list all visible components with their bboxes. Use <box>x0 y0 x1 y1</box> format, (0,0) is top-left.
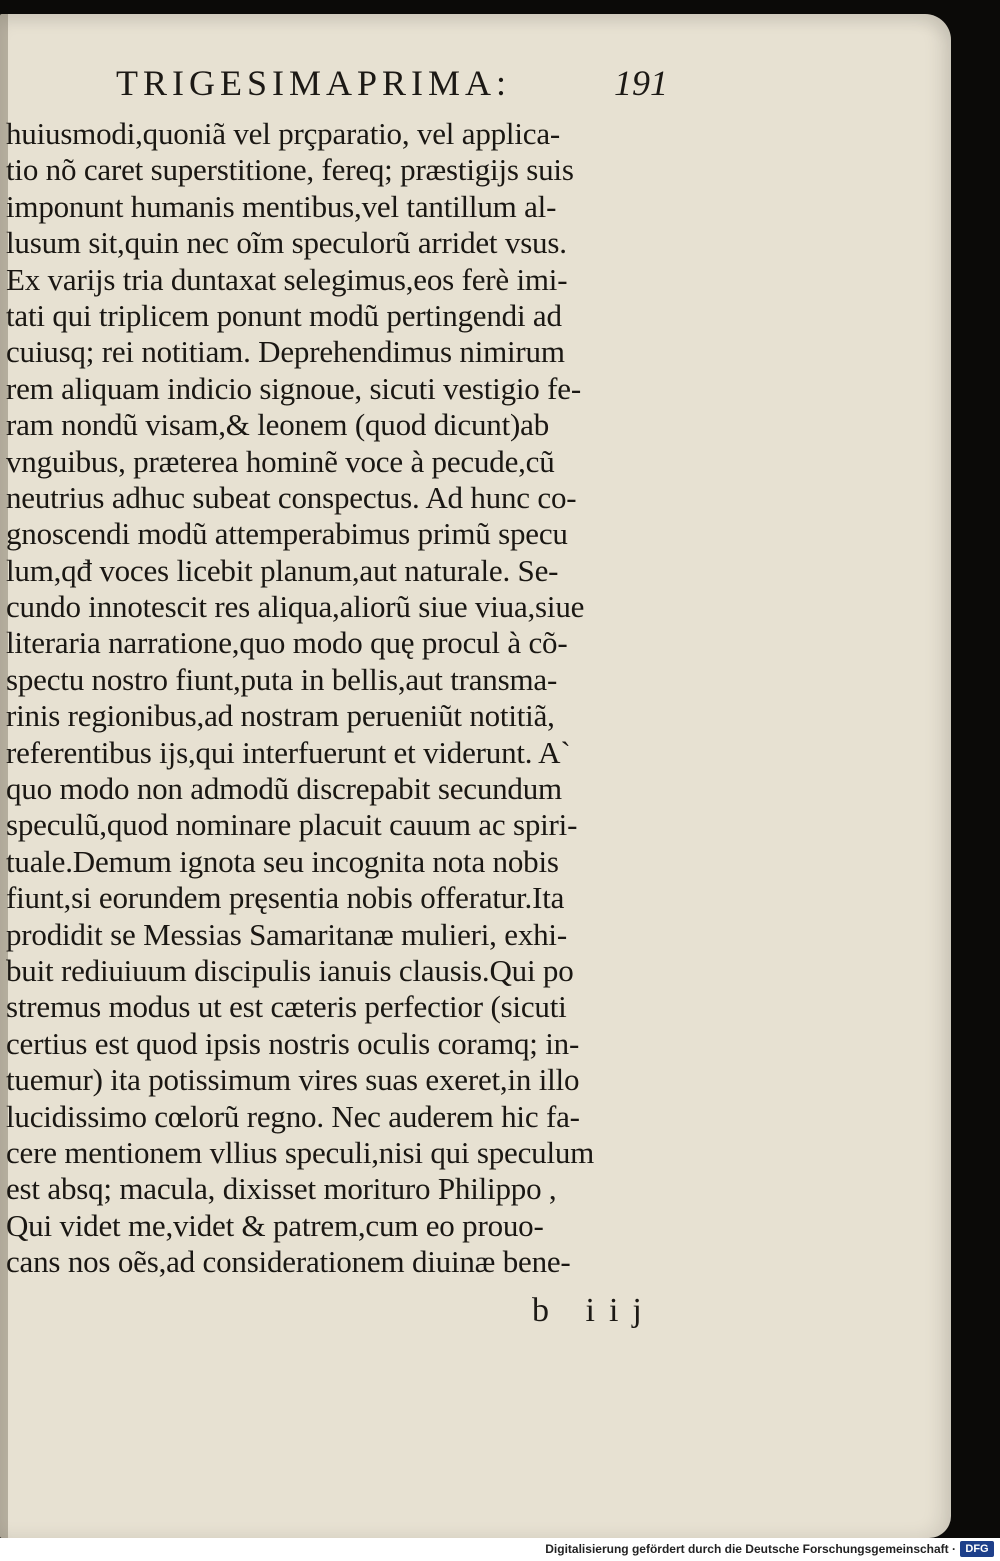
text-line: imponunt humanis mentibus,vel tantillum al- <box>6 188 557 224</box>
text-line: tuale.Demum ignota seu incognita nota nobis <box>6 843 559 879</box>
dfg-logo-icon: DFG <box>960 1541 994 1557</box>
running-title: TRIGESIMAPRIMA: <box>116 63 512 103</box>
text-line: tati qui triplicem ponunt modũ pertingendi ad <box>6 297 562 333</box>
text-line: prodidit se Messias Samaritanæ mulieri, exhi- <box>6 916 567 952</box>
folio-number: 191 <box>614 63 668 103</box>
text-line: spectu nostro fiunt,puta in bellis,aut transma- <box>6 661 558 697</box>
text-line: Qui videt me,videt & patrem,cum eo prouo- <box>6 1207 544 1243</box>
body-text <box>6 116 726 1281</box>
text-line: stremus modus ut est cæteris perfectior (sicuti <box>6 989 567 1025</box>
text-line: neutrius adhuc subeat conspectus. Ad hunc co- <box>6 479 577 515</box>
text-line: tio nõ caret superstitione, fereq; præstigijs suis <box>6 152 574 188</box>
text-line: certius est quod ipsis nostris oculis coramq; in- <box>6 1025 580 1061</box>
text-line: literaria narratione,quo modo quę procul à cõ- <box>6 625 568 661</box>
text-line: ram nondũ visam,& leonem (quod dicunt)ab <box>6 407 549 443</box>
text-line: cans nos oẽs,ad considerationem diuinæ bene- <box>6 1244 571 1280</box>
text-line: huiusmodi,quoniã vel prçparatio, vel applica- <box>6 116 560 151</box>
digitization-footer <box>0 1538 1000 1561</box>
text-line: cere mentionem vllius speculi,nisi qui speculum <box>6 1134 595 1170</box>
book-page <box>0 14 951 1538</box>
text-line: lusum sit,quin nec oĩm speculorũ arridet vsus. <box>6 225 567 261</box>
text-line: quo modo non admodũ discrepabit secundum <box>6 771 562 807</box>
text-line: cuiusq; rei notitiam. Deprehendimus nimirum <box>6 334 565 370</box>
text-line: cundo innotescit res aliqua,aliorũ siue viua,siue <box>6 589 585 625</box>
text-line: rem aliquam indicio signoue, sicuti vestigio fe- <box>6 370 581 406</box>
text-line: est absq; macula, dixisset morituro Philippo , <box>6 1171 557 1207</box>
signature-mark: b iij <box>532 1292 656 1329</box>
footer-credit: Digitalisierung gefördert durch die Deutsche Forschungsgemeinschaft · <box>545 1542 956 1556</box>
text-line: buit rediuiuum discipulis ianuis clausis.Qui po <box>6 952 574 988</box>
page-header <box>0 62 700 122</box>
text-line: vnguibus, præterea hominẽ voce à pecude,cũ <box>6 443 555 479</box>
text-line: Ex varijs tria duntaxat selegimus,eos ferè imi- <box>6 261 568 297</box>
text-line: fiunt,si eorundem pręsentia nobis offeratur.Ita <box>6 880 565 916</box>
text-line: referentibus ĳs,qui interfuerunt et viderunt. A` <box>6 734 571 770</box>
text-line: speculũ,quod nominare placuit cauum ac spiri- <box>6 807 578 843</box>
text-line: lum,qđ voces licebit planum,aut naturale. Se- <box>6 552 559 588</box>
text-line: rinis regionibus,ad nostram perueniũt notitiã, <box>6 698 555 734</box>
text-line: gnoscendi modũ attemperabimus primũ specu <box>6 516 568 552</box>
text-line: lucidissimo cœlorũ regno. Nec auderem hic fa- <box>6 1098 580 1134</box>
text-line: tuemur) ita potissimum vires suas exeret,in illo <box>6 1062 580 1098</box>
